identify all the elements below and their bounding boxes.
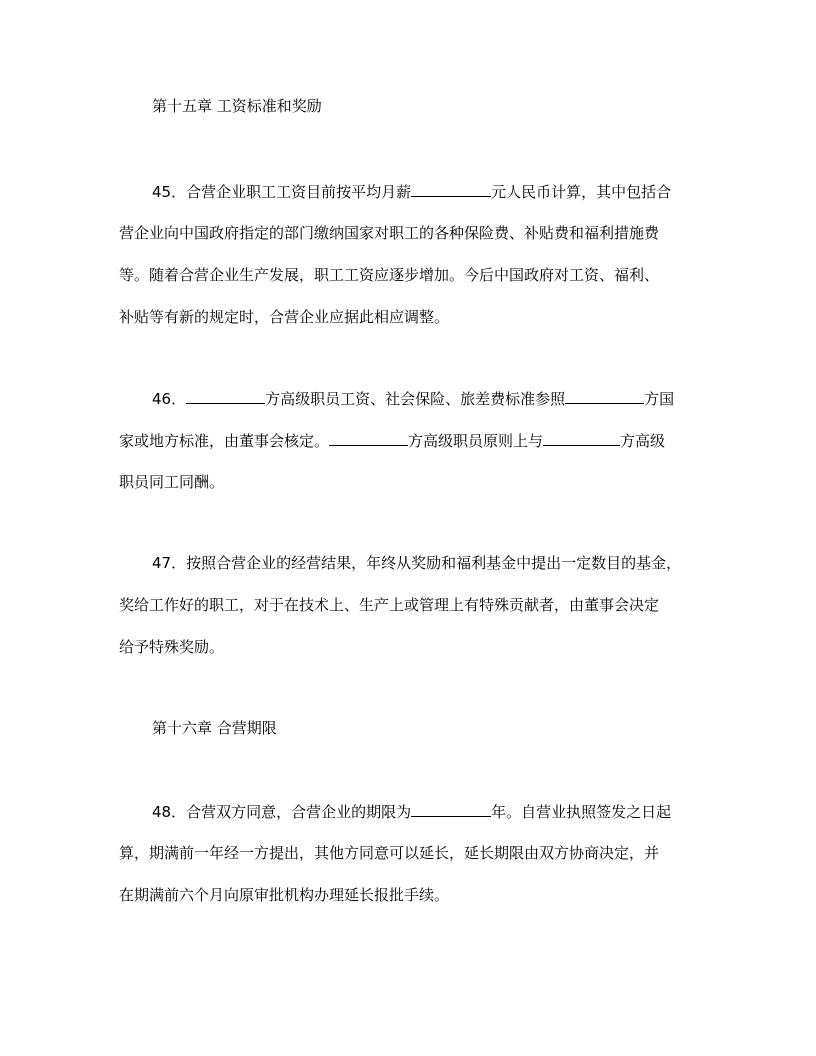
article-45-line-2 — [119, 223, 699, 243]
article-45-line-1 — [119, 181, 699, 201]
article-46-line-2-text-a: 家或地方标准，由董事会核定。 — [119, 432, 330, 450]
article-47-line-2 — [119, 595, 699, 615]
article-48 — [119, 801, 699, 905]
chapter-16-title: 第十六章 合营期限 — [152, 719, 277, 737]
article-48-line-3 — [119, 885, 699, 905]
article-48-line-1 — [119, 801, 699, 821]
article-45-line-3-text: 等。随着合营企业生产发展，职工工资应逐步增加。今后中国政府对工资、福利、 — [119, 266, 660, 284]
fill-blank-party-4 — [543, 430, 620, 446]
article-45-text-b: 元人民币计算，其中包括合 — [491, 183, 672, 201]
fill-blank-party-2 — [565, 388, 644, 404]
article-46-number: 46． — [152, 390, 187, 408]
article-46 — [119, 388, 699, 492]
fill-blank-salary — [411, 181, 491, 197]
article-47-line-2-text: 奖给工作好的职工，对于在技术上、生产上或管理上有特殊贡献者，由董事会决定 — [119, 596, 660, 614]
fill-blank-party-1 — [186, 388, 265, 404]
article-45-text-a: 45．合营企业职工工资目前按平均月薪 — [152, 183, 412, 201]
article-48-text-a: 48．合营双方同意，合营企业的期限为 — [152, 803, 412, 821]
article-46-text-c: 方国 — [644, 390, 675, 408]
article-46-line-2 — [119, 430, 699, 450]
article-46-text-b: 方高级职员工资、社会保险、旅差费标准参照 — [265, 390, 566, 408]
article-46-line-1 — [119, 388, 699, 408]
article-46-line-2-text-c: 方高级 — [620, 432, 666, 450]
fill-blank-party-3 — [329, 430, 408, 446]
article-47-line-3 — [119, 637, 699, 657]
fill-blank-term-years — [411, 801, 491, 817]
article-47-line-1-text: 47．按照合营企业的经营结果，年终从奖励和福利基金中提出一定数目的基金， — [152, 554, 682, 572]
article-48-line-2-text: 算，期满前一年经一方提出，其他方同意可以延长，延长期限由双方协商决定，并 — [119, 844, 660, 862]
article-45 — [119, 181, 699, 327]
article-46-line-3-text: 职员同工同酬。 — [119, 473, 225, 491]
article-46-line-2-text-b: 方高级职员原则上与 — [408, 432, 544, 450]
article-48-text-b: 年。自营业执照签发之日起 — [491, 803, 672, 821]
chapter-16-heading — [152, 718, 277, 738]
chapter-15-heading — [152, 96, 322, 116]
article-48-line-3-text: 在期满前六个月向原审批机构办理延长报批手续。 — [119, 886, 450, 904]
article-45-line-2-text: 营企业向中国政府指定的部门缴纳国家对职工的各种保险费、补贴费和福利措施费 — [119, 224, 660, 242]
article-45-line-4-text: 补贴等有新的规定时，合营企业应据此相应调整。 — [119, 308, 450, 326]
article-45-line-4 — [119, 307, 699, 327]
chapter-15-title: 第十五章 工资标准和奖励 — [152, 97, 322, 115]
article-45-line-3 — [119, 265, 699, 285]
article-46-line-3 — [119, 472, 699, 492]
article-47 — [119, 553, 699, 657]
article-48-line-2 — [119, 843, 699, 863]
article-47-line-1 — [119, 553, 699, 573]
article-47-line-3-text: 给予特殊奖励。 — [119, 638, 225, 656]
